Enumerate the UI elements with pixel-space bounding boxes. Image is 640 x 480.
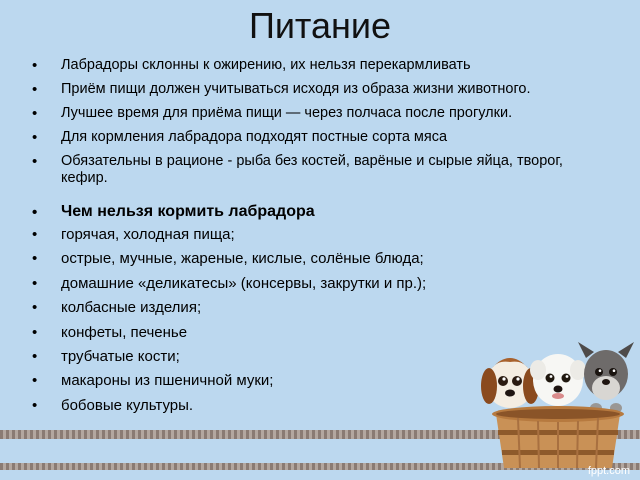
bullet-icon: • [32, 323, 38, 341]
list-item-text: горячая, холодная пища; [61, 226, 235, 243]
list-item-text: конфеты, печенье [61, 323, 188, 341]
list-item-text: бобовые культуры. [61, 396, 194, 414]
bullet-icon: • [32, 226, 38, 243]
list-item-text: Для кормления лабрадора подходят постные сорта мяса [61, 129, 448, 145]
bullet-icon: • [32, 299, 38, 317]
subheading-text: Чем нельзя кормить лабрадора [61, 203, 315, 220]
list-item [32, 226, 592, 244]
list-item [32, 57, 602, 74]
bullet-icon: • [32, 81, 38, 98]
bullet-icon: • [32, 372, 38, 390]
slide-title: Питание [248, 5, 392, 46]
list-item-text: Приём пищи должен учитываться исходя из образа жизни животного. [61, 81, 531, 97]
bullet-icon: • [32, 153, 38, 170]
list-item [32, 81, 602, 98]
list-item [32, 250, 592, 268]
list-item [32, 153, 602, 187]
list-item [32, 275, 592, 293]
watermark: fppt.com [587, 465, 630, 477]
bullet-icon: • [32, 250, 38, 268]
list-item-text: макароны из пшеничной муки; [61, 372, 274, 390]
list-item [32, 105, 602, 122]
bullet-icon: • [32, 105, 38, 122]
list-item [32, 129, 602, 146]
top-bullet-list [32, 57, 602, 194]
list-item-text: Обязательны в рационе - рыба без костей, варёные и сырые яйца, творог, кефир. [61, 153, 563, 186]
bullet-icon: • [32, 274, 38, 292]
basket [492, 406, 624, 468]
bullet-icon: • [32, 129, 38, 146]
list-item-text: острые, мучные, жареные, кислые, солёные блюда; [61, 250, 424, 268]
list-item-text: Лабрадоры склонны к ожирению, их нельзя перекармливать [61, 57, 471, 73]
bullet-icon: • [32, 396, 38, 414]
list-item-text: трубчатые кости; [61, 347, 180, 365]
bullet-icon: • [32, 57, 38, 74]
bullet-icon: • [32, 347, 38, 365]
list-item [32, 299, 592, 317]
puppy-schnauzer [578, 342, 634, 413]
bullet-icon: • [32, 204, 38, 221]
subheading [32, 202, 315, 222]
list-item-text: колбасные изделия; [61, 299, 202, 317]
list-item-text: Лучшее время для приёма пищи — через полчаса после прогулки. [61, 105, 513, 121]
puppies-in-basket-icon [478, 338, 638, 472]
list-item-text: домашние «деликатесы» (консервы, закрутки и пр.); [61, 274, 427, 292]
